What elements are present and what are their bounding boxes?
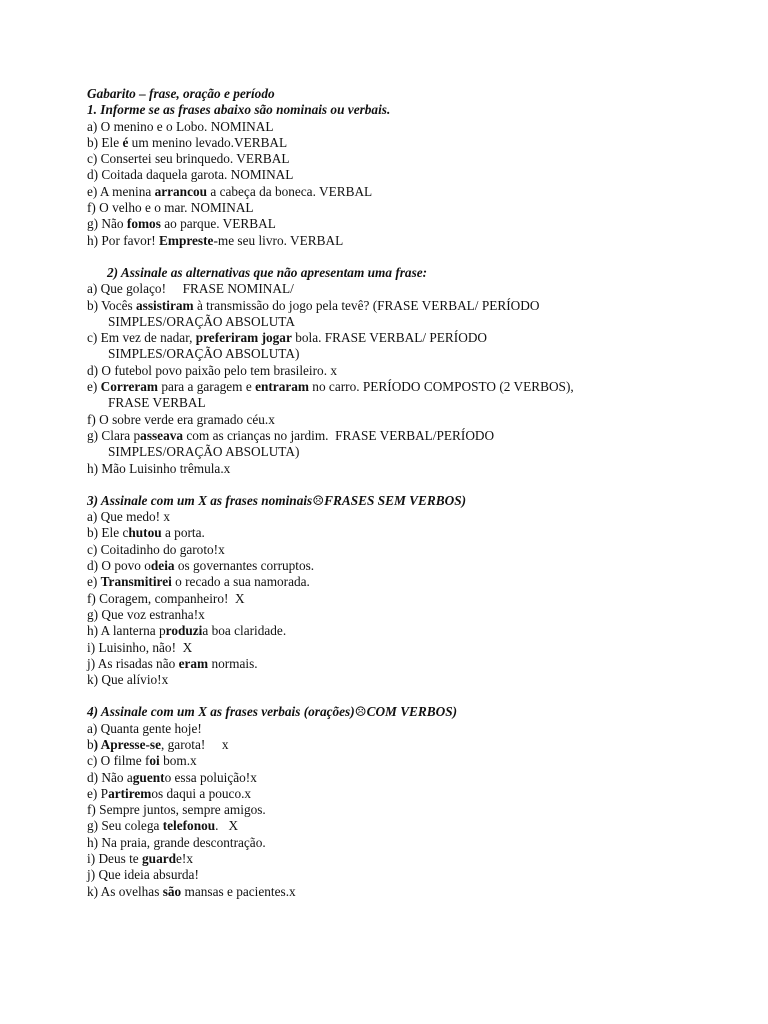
answer-line (87, 770, 717, 786)
answer-line (87, 461, 717, 477)
answer-text: a) Quanta gente hoje! (87, 720, 202, 736)
answer-text: b) Vocês (87, 297, 136, 313)
verb-highlight: são (162, 883, 182, 899)
verb-highlight: entraram (255, 379, 309, 395)
answer-text: c) O filme f (87, 753, 150, 769)
answer-line (87, 200, 717, 216)
answer-text: d) O povo o (87, 558, 151, 574)
answer-line (87, 525, 717, 541)
answer-text: a) O menino e o Lobo. NOMINAL (87, 118, 274, 134)
answer-text: g) Que voz estranha!x (87, 606, 205, 622)
answer-line (87, 233, 717, 249)
answer-text: a) Que medo! x (87, 509, 171, 525)
answer-line (87, 330, 717, 346)
answer-text: bola. FRASE VERBAL/ PERÍODO (291, 330, 488, 346)
answer-text: os governantes corruptos. (174, 558, 315, 574)
answer-text: i) Luisinho, não! X (87, 639, 193, 655)
verb-highlight: Transmitirei (100, 574, 172, 590)
answer-line (87, 867, 717, 883)
answer-text: um menino levado.VERBAL (128, 134, 288, 150)
answer-text: a cabeça da boneca. VERBAL (207, 183, 373, 199)
answer-text: c) Coitadinho do garoto!x (87, 541, 225, 557)
verb-highlight: deia (150, 558, 175, 574)
answer-text: d) Não a (87, 769, 133, 785)
answer-text: c) Em vez de nadar, (87, 330, 196, 346)
question-section (87, 265, 717, 477)
answer-text: o essa poluição!x (164, 769, 257, 785)
document-body (87, 86, 717, 900)
answer-text: d) Coitada daquela garota. NOMINAL (87, 167, 294, 183)
verb-highlight: asseava (140, 427, 184, 443)
answer-line (87, 623, 717, 639)
verb-highlight: ) Apresse-se (93, 736, 161, 752)
answer-text: h) Mão Luisinho trêmula.x (87, 460, 231, 476)
question-section (87, 102, 717, 249)
answer-text: , garota! x (161, 736, 229, 752)
answer-text: SIMPLES/ORAÇÃO ABSOLUTA) (108, 346, 300, 362)
answer-text: o recado a sua namorada. (171, 574, 310, 590)
answer-text: no carro. PERÍODO COMPOSTO (2 VERBOS), (308, 379, 574, 395)
answer-line (87, 574, 717, 590)
answer-text: h) A lanterna p (87, 623, 166, 639)
answer-text: j) As risadas não (87, 655, 179, 671)
verb-highlight: Correram (100, 379, 158, 395)
question-heading: 2) Assinale as alternativas que não apresentam uma frase: (87, 264, 428, 280)
answer-text: j) Que ideia absurda! (87, 867, 199, 883)
answer-line (87, 444, 717, 460)
answer-text: -me seu livro. VERBAL (213, 232, 344, 248)
answer-line (87, 737, 717, 753)
answer-text: f) Coragem, companheiro! X (87, 590, 245, 606)
answer-line (87, 591, 717, 607)
answer-line (87, 818, 717, 834)
question-heading: 3) Assinale com um X as frases nominais☹FRASES SEM VERBOS) (87, 492, 467, 508)
answer-line (87, 167, 717, 183)
answer-text: f) Sempre juntos, sempre amigos. (87, 802, 266, 818)
verb-highlight: roduzi (165, 623, 203, 639)
verb-highlight: hutou (128, 525, 162, 541)
answer-text: c) Consertei seu brinquedo. VERBAL (87, 151, 290, 167)
answer-line (87, 558, 717, 574)
verb-highlight: fomos (126, 216, 161, 232)
answer-text: SIMPLES/ORAÇÃO ABSOLUTA) (108, 444, 300, 460)
answer-text: à transmissão do jogo pela tevê? (FRASE VERBAL/ PERÍODO (193, 297, 540, 313)
answer-line (87, 151, 717, 167)
answer-text: h) Na praia, grande descontração. (87, 834, 266, 850)
document-title: Gabarito – frase, oração e período (87, 86, 275, 101)
answer-line (87, 835, 717, 851)
answer-text: g) Seu colega (87, 818, 163, 834)
question-heading: 4) Assinale com um X as frases verbais (orações)☹COM VERBOS) (87, 704, 458, 720)
answer-line (87, 379, 717, 395)
answer-text: FRASE VERBAL (108, 395, 206, 411)
answer-line (87, 119, 717, 135)
answer-text: a boa claridade. (202, 623, 287, 639)
answer-line (87, 428, 717, 444)
answer-line (87, 412, 717, 428)
answer-line (87, 346, 717, 362)
answer-line (87, 884, 717, 900)
answer-text: e) A menina (87, 183, 155, 199)
answer-text: b (87, 736, 94, 752)
answer-text: b) Ele (87, 134, 123, 150)
answer-text: d) O futebol povo paixão pelo tem brasileiro. x (87, 362, 337, 378)
answer-text: g) Não (87, 216, 127, 232)
answer-text: f) O sobre verde era gramado céu.x (87, 411, 275, 427)
answer-text: . X (215, 818, 239, 834)
verb-highlight: oi (149, 753, 160, 769)
answer-line (87, 216, 717, 232)
answer-text: b) Ele c (87, 525, 129, 541)
question-heading: 1. Informe se as frases abaixo são nominais ou verbais. (87, 102, 391, 118)
verb-highlight: guent (132, 769, 165, 785)
answer-text: com as crianças no jardim. FRASE VERBAL/PERÍODO (183, 427, 495, 443)
answer-line (87, 298, 717, 314)
answer-line (87, 184, 717, 200)
verb-highlight: arrancou (154, 183, 208, 199)
section-gap (87, 688, 717, 704)
answer-line (87, 281, 717, 297)
answer-line (87, 135, 717, 151)
answer-text: e) (87, 379, 101, 395)
verb-highlight: assistiram (136, 297, 194, 313)
verb-highlight: artirem (108, 785, 152, 801)
answer-text: g) Clara p (87, 427, 141, 443)
answer-text: SIMPLES/ORAÇÃO ABSOLUTA (108, 313, 295, 329)
question-sections (87, 102, 717, 900)
answer-text: i) Deus te (87, 851, 143, 867)
verb-highlight: é (122, 134, 129, 150)
answer-line (87, 542, 717, 558)
answer-line (87, 786, 717, 802)
answer-text: e) P (87, 785, 109, 801)
answer-text: para a garagem e (158, 379, 256, 395)
answer-text: a porta. (161, 525, 205, 541)
verb-highlight: preferiram jogar (195, 330, 292, 346)
answer-text: ao parque. VERBAL (160, 216, 276, 232)
answer-text: normais. (208, 655, 258, 671)
answer-text: h) Por favor! (87, 232, 160, 248)
answer-line (87, 753, 717, 769)
section-gap (87, 477, 717, 493)
answer-line (87, 395, 717, 411)
answer-line (87, 851, 717, 867)
question-section (87, 493, 717, 689)
answer-text: mansas e pacientes.x (181, 883, 296, 899)
answer-text: a) Que golaço! FRASE NOMINAL/ (87, 281, 294, 297)
answer-line (87, 607, 717, 623)
answer-text: f) O velho e o mar. NOMINAL (87, 200, 254, 216)
answer-line (87, 802, 717, 818)
verb-highlight: guard (142, 851, 177, 867)
answer-line (87, 363, 717, 379)
answer-line (87, 656, 717, 672)
verb-highlight: telefonou (162, 818, 216, 834)
answer-text: k) As ovelhas (87, 883, 163, 899)
answer-line (87, 640, 717, 656)
question-section (87, 704, 717, 900)
verb-highlight: eram (178, 655, 209, 671)
answer-text: os daqui a pouco.x (151, 785, 252, 801)
answer-text: bom.x (159, 753, 197, 769)
answer-text: e) (87, 574, 101, 590)
answer-line (87, 314, 717, 330)
verb-highlight: Empreste (159, 232, 214, 248)
answer-line (87, 672, 717, 688)
answer-text: k) Que alívio!x (87, 672, 169, 688)
answer-line (87, 509, 717, 525)
answer-text: e!x (176, 851, 194, 867)
section-gap (87, 249, 717, 265)
answer-line (87, 721, 717, 737)
